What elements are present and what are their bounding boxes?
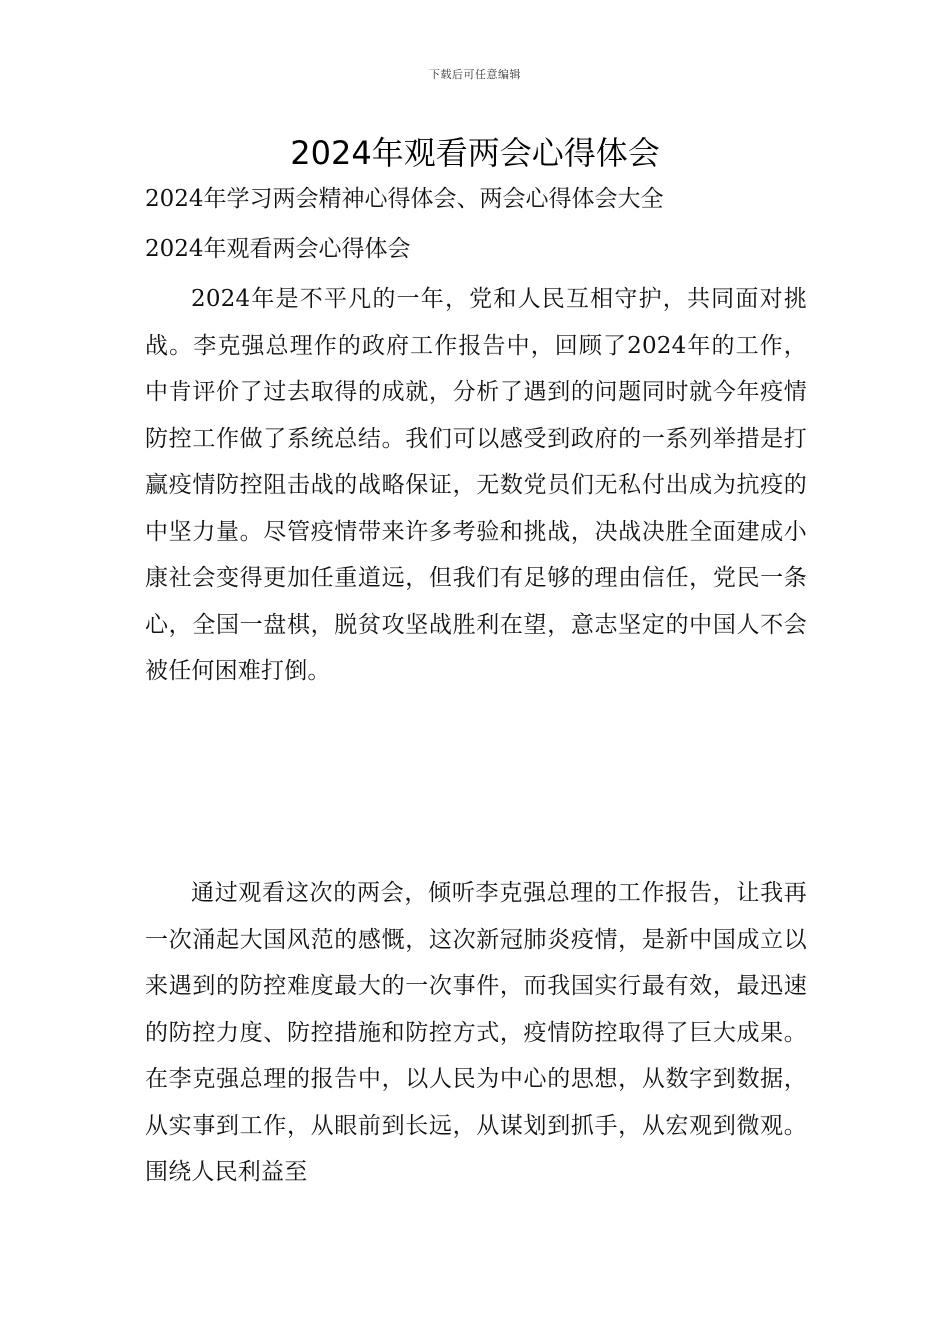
document-title: 2024年观看两会心得体会: [290, 134, 660, 172]
subtitle-line-2: 2024年观看两会心得体会: [145, 236, 411, 262]
body-paragraph-2: 通过观看这次的两会，倾听李克强总理的工作报告，让我再一次涌起大国风范的感慨，这次新冠肺炎疫情，是新中国成立以来遇到的防控难度最大的一次事件，而我国实行最有效，最迅速的防控力度、防控措施和防控方式，疫情防控取得了巨大成果。在李克强总理的报告中，以人民为中心的思想，从数字到数据，从实事到工作，从眼前到长远，从谋划到抓手，从宏观到微观。围绕人民利益至: [145, 880, 807, 1185]
body-paragraph-1: 2024年是不平凡的一年，党和人民互相守护，共同面对挑战。李克强总理作的政府工作报告中，回顾了2024年的工作，中肯评价了过去取得的成就，分析了遇到的问题同时就今年疫情防控工作做了系统总结。我们可以感受到政府的一系列举措是打赢疫情防控阻击战的战略保证，无数党员们无私付出成为抗疫的中坚力量。尽管疫情带来许多考验和挑战，决战决胜全面建成小康社会变得更加任重道远，但我们有足够的理由信任，党民一条心，全国一盘棋，脱贫攻坚战胜利在望，意志坚定的中国人不会被任何困难打倒。: [145, 286, 807, 684]
subtitle-line-1: 2024年学习两会精神心得体会、两会心得体会大全: [145, 186, 664, 212]
page-header-note: 下载后可任意编辑: [429, 68, 521, 81]
